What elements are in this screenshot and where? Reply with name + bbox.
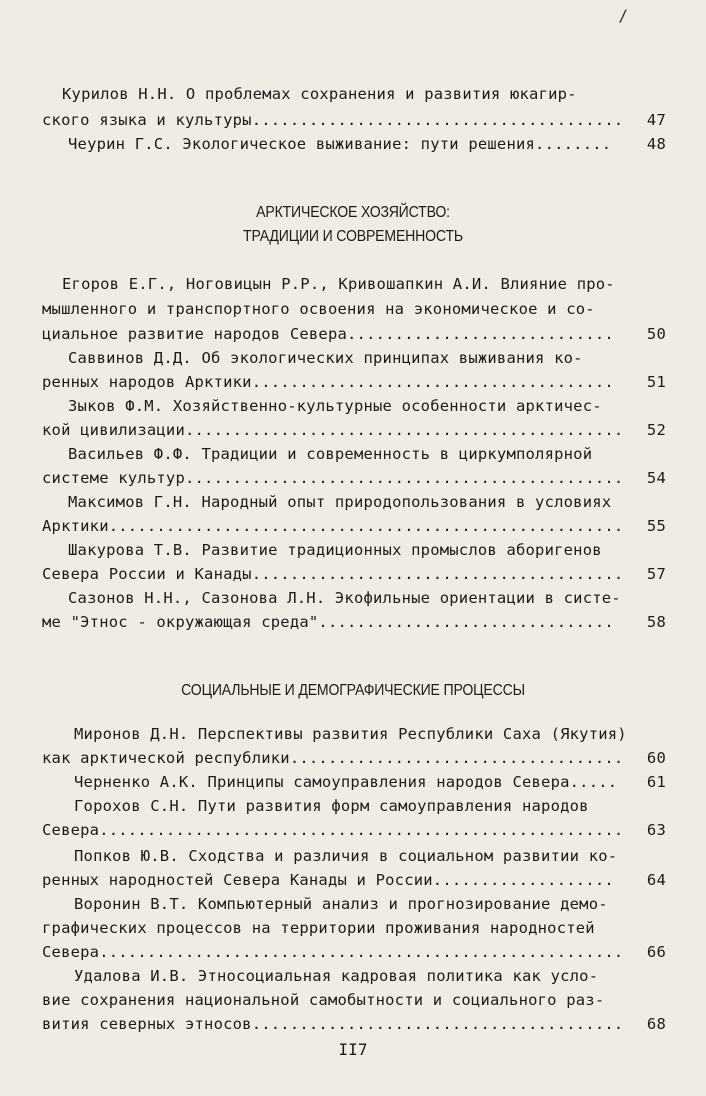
toc-page: / Курилов Н.Н. О проблемах сохранения и развития юкагир- ского языка и культуры....................................... 47 Чеурин Г.С. Экологическое выживание: пути решения........ 48 АРКТИЧЕСКОЕ ХОЗЯЙСТВО: ТРАДИЦИИ И СОВРЕМЕННОСТЬ Егоров Е.Г., Ноговицын Р.Р., Кривошапкин А.И. Влияние про- мышленного и транспортного освоения на экономическое и со- циальное развитие народов Севера............................ 50 Саввинов Д.Д. Об экологических принципах выживания ко- ренных народов Арктики...................................... 51 Зыков Ф.М. Хозяйственно-культурные особенности арктичес- кой цивилизации.............................................. 52 Васильев Ф.Ф. Традиции и современность в циркумполярной системе культур.............................................. 54 Максимов Г.Н. Народный опыт природопользования в условиях Арктики...................................................... 55 Шакурова Т.В. Развитие традиционных промыслов аборигенов Севера России и Канады....................................... 57 Сазонов Н.Н., Сазонова Л.Н. Экофильные ориентации в систе- ме "Этнос - окружающая среда"............................... 58 СОЦИАЛЬНЫЕ И ДЕМОГРАФИЧЕСКИЕ ПРОЦЕССЫ Миронов Д.Н. Перспективы развития Республики Саха (Якутия) как арктической республики................................... 60 Черненко А.К. Принципы самоуправления народов Севера..... 61 Горохов С.Н. Пути развития форм самоуправления народов Севера....................................................... 63 Попков Ю.В. Сходства и различия в социальном развитии ко- ренных народностей Севера Канады и России................... 64 Воронин В.Т. Компьютерный анализ и прогнозирование демо- графических процессов на территории проживания народностей Севера....................................................... 66 Удалова И.В. Этносоциальная кадровая политика как усло- вие сохранения национальной самобытности и социального раз- вития северных этносов....................................... 68 II7: [0, 0, 706, 1096]
section-heading-line: СОЦИАЛЬНЫЕ И ДЕМОГРАФИЧЕСКИЕ ПРОЦЕССЫ: [181, 682, 525, 699]
section-heading-line: ТРАДИЦИИ И СОВРЕМЕННОСТЬ: [243, 228, 463, 245]
section-heading-line: АРКТИЧЕСКОЕ ХОЗЯЙСТВО:: [256, 204, 450, 221]
corner-mark: /: [618, 6, 628, 25]
page-number: II7: [338, 1040, 368, 1059]
